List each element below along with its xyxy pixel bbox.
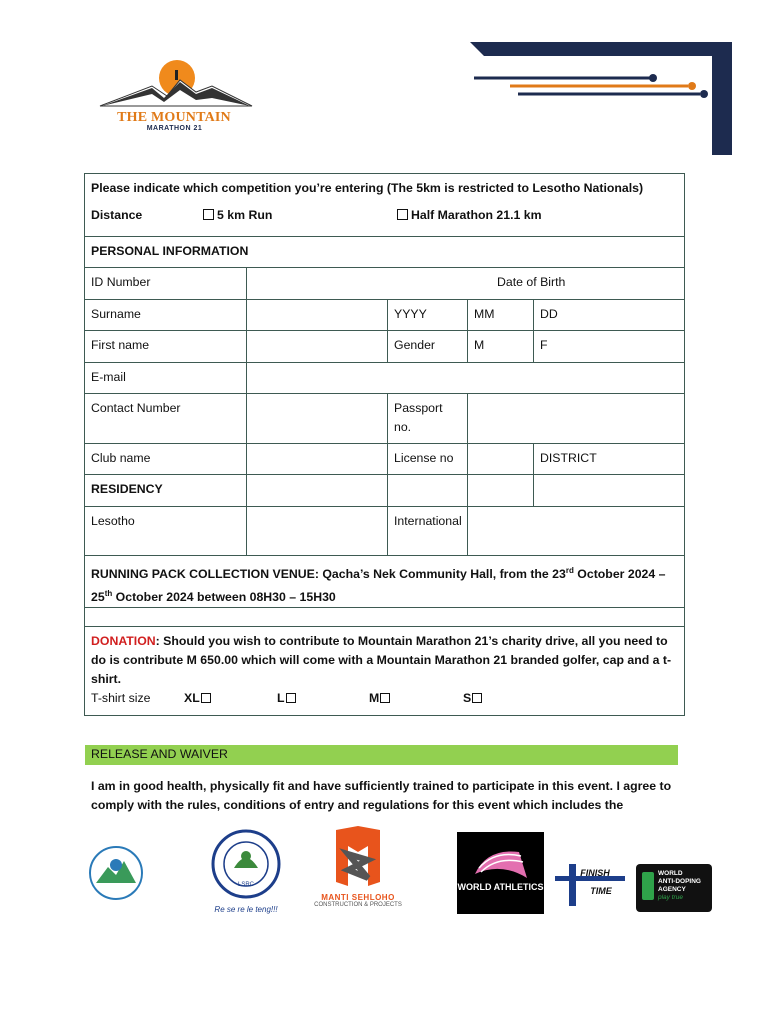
first-name-field[interactable] [247, 331, 388, 363]
logo-subtitle: MARATHON 21 [146, 125, 203, 132]
collection-row [85, 556, 685, 608]
club-row [85, 444, 685, 475]
gender-label: Gender [388, 331, 468, 363]
passport-label: Passport no. [388, 394, 468, 444]
contact-row [85, 394, 685, 444]
waiver-text: I am in good health, physically fit and have sufficiently trained to participate in this event. I agree to comply with the rules, conditions of entry and regulations for this event which includes the [91, 779, 672, 812]
international-label: International [388, 507, 468, 556]
email-field[interactable] [247, 363, 685, 394]
surname-field[interactable] [247, 300, 388, 331]
email-row [85, 363, 685, 394]
lesotho-field[interactable] [247, 507, 388, 556]
wada-logo [636, 864, 712, 912]
tshirt-size-label: T-shirt size [91, 691, 151, 706]
residency-cell-4 [534, 475, 685, 507]
first-name-label: First name [85, 331, 247, 363]
mountain-marathon-logo [92, 58, 257, 130]
competition-row [85, 174, 685, 237]
email-label: E-mail [85, 363, 247, 394]
donation-row [85, 627, 685, 716]
size-s[interactable]: S [463, 689, 482, 708]
dd-label[interactable]: DD [534, 300, 685, 331]
lesotho-label: Lesotho [85, 507, 247, 556]
checkbox-l [286, 693, 296, 703]
wada-mark-icon [642, 872, 654, 900]
residency-label: RESIDENCY [85, 475, 247, 507]
gender-m[interactable]: M [468, 331, 534, 363]
distance-label: Distance [91, 208, 143, 222]
size-l[interactable]: L [277, 689, 296, 708]
checkbox-m [380, 693, 390, 703]
residency-cell-3 [468, 475, 534, 507]
manti-sehloho-logo [312, 826, 404, 910]
date-of-birth-label: Date of Birth [247, 268, 685, 300]
international-field[interactable] [468, 507, 685, 556]
manti-sub: CONSTRUCTION & PROJECTS [314, 902, 402, 908]
finish-time-logo [553, 862, 631, 908]
checkbox-xl [201, 693, 211, 703]
checkbox-half-marathon[interactable] [397, 209, 408, 220]
donation-text: : Should you wish to contribute to Mountain Marathon 21’s charity drive, all you need to do is contribute M 650.00 which will come with a Mountain Marathon 21 branded golfer, cap and a t-shirt. [91, 634, 672, 687]
district-label: DISTRICT [534, 444, 685, 475]
logo-title: THE MOUNTAIN [117, 110, 231, 125]
club-name-label: Club name [85, 444, 247, 475]
donation-label: DONATION [91, 634, 156, 649]
surname-row [85, 300, 685, 331]
mm-label[interactable]: MM [468, 300, 534, 331]
world-athletics-text: WORLD ATHLETICS [457, 882, 544, 892]
lsrc-logo [206, 828, 286, 916]
release-waiver-heading: RELEASE AND WAIVER [85, 745, 678, 765]
decorative-lines-graphic [470, 42, 735, 157]
entry-form-table [84, 173, 685, 716]
contact-number-label: Contact Number [85, 394, 247, 444]
id-row [85, 268, 685, 300]
club-name-field[interactable] [247, 444, 388, 475]
donation-cell [85, 627, 685, 716]
world-athletics-logo [457, 832, 544, 914]
time-text: TIME [590, 886, 612, 896]
lesotho-row [85, 507, 685, 556]
license-no-label: License no [388, 444, 468, 475]
competition-prompt: Please indicate which competition you’re entering (The 5km is restricted to Lesotho Nationals) [91, 181, 644, 195]
checkbox-5k[interactable] [203, 209, 214, 220]
collection-venue-text: RUNNING PACK COLLECTION VENUE: Qacha’s Nek Community Hall, from the 23rd October 2024 – 25th October 2024 between 08H30 – 15H30 [85, 556, 685, 608]
lsrc-abbr: LSRC [237, 882, 255, 888]
residency-cell-1 [247, 475, 388, 507]
option-half-marathon[interactable]: Half Marathon 21.1 km [397, 206, 542, 225]
passport-field[interactable] [468, 394, 685, 444]
athletics-lesotho-logo [88, 845, 144, 901]
residency-cell-2 [388, 475, 468, 507]
residency-row [85, 475, 685, 507]
personal-heading-row [85, 237, 685, 268]
surname-label: Surname [85, 300, 247, 331]
wada-line2: ANTI-DOPING [658, 878, 701, 885]
finish-text: FINISH [580, 868, 610, 878]
checkbox-s [472, 693, 482, 703]
lsrc-motto: Re se re le teng!!! [214, 905, 278, 914]
id-number-label: ID Number [85, 268, 247, 300]
gender-f[interactable]: F [534, 331, 685, 363]
yyyy-label[interactable]: YYYY [388, 300, 468, 331]
option-5k[interactable]: 5 km Run [203, 206, 272, 225]
spacer-row [85, 608, 685, 627]
mountain-sun-icon [92, 58, 257, 118]
manti-name: MANTI SEHLOHO [321, 893, 395, 902]
size-xl[interactable]: XL [184, 689, 211, 708]
first-name-row [85, 331, 685, 363]
license-no-field[interactable] [468, 444, 534, 475]
personal-heading: PERSONAL INFORMATION [85, 237, 685, 268]
wada-tag: play true [658, 894, 683, 901]
size-m[interactable]: M [369, 689, 390, 708]
wada-line3: AGENCY [658, 886, 686, 893]
contact-number-field[interactable] [247, 394, 388, 444]
wada-line1: WORLD [658, 870, 683, 877]
